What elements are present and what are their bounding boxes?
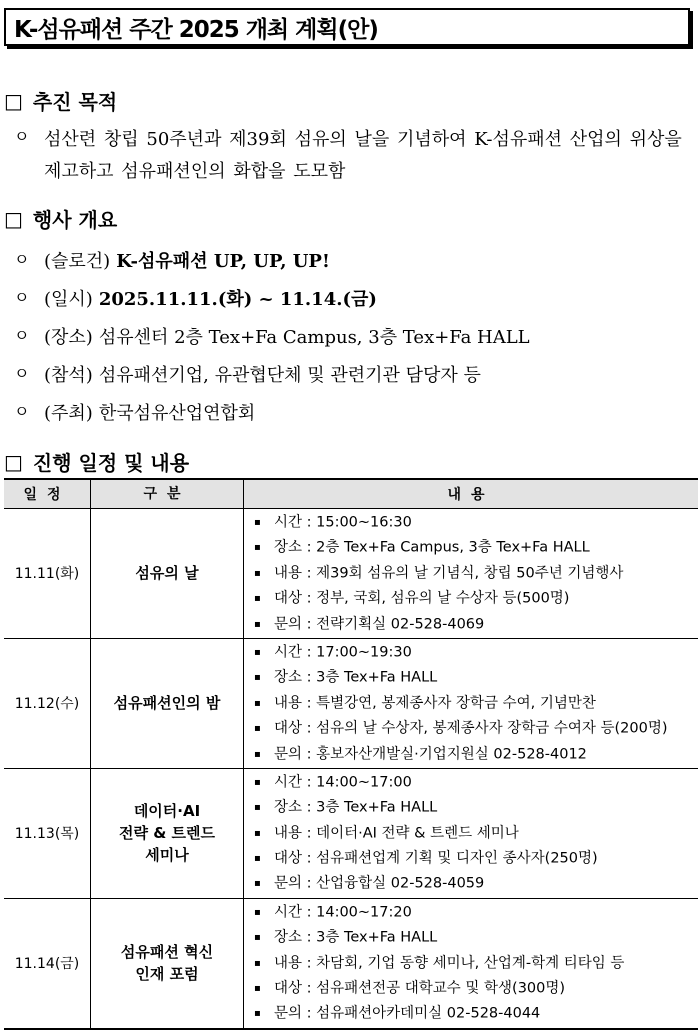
detail-line: [254, 1001, 697, 1026]
square-bullet-icon: ▪: [254, 646, 261, 658]
document-title-box: [4, 8, 690, 46]
section-purpose-heading: [4, 86, 117, 115]
detail-text: 대상 : 섬유패션업계 기획 및 디자인 종사자(250명): [274, 850, 598, 867]
detail-line: [254, 586, 697, 611]
detail-text: 시간 : 14:00~17:20: [274, 904, 412, 921]
overview-item-host: [14, 399, 255, 425]
detail-text: 내용 : 제39회 섬유의 날 기념식, 창립 50주년 기념행사: [274, 565, 624, 582]
header-content: 내용: [244, 479, 699, 509]
event-name-line: 전략 & 트렌드: [119, 824, 215, 843]
square-bullet-icon: □: [4, 88, 23, 113]
detail-line: [254, 561, 697, 586]
overview-value: 섬유패션기업, 유관협단체 및 관련기관 담당자 등: [98, 365, 481, 386]
row-event-name: [91, 768, 244, 898]
detail-text: 대상 : 섬유패션전공 대학교수 및 학생(300명): [274, 980, 566, 997]
overview-value: 섬유센터 2층 Tex+Fa Campus, 3층 Tex+Fa HALL: [98, 327, 530, 348]
header-date: 일정: [4, 479, 91, 509]
overview-value: 한국섬유산업연합회: [98, 403, 256, 424]
row-details: [244, 638, 699, 768]
circle-bullet-icon: ㅇ: [14, 364, 30, 383]
square-bullet-icon: ▪: [254, 517, 261, 528]
header-name: 구분: [91, 479, 244, 509]
detail-line: [254, 846, 697, 871]
square-bullet-icon: ▪: [254, 697, 261, 709]
detail-line: [254, 795, 697, 820]
detail-text: 시간 : 14:00~17:00: [274, 774, 412, 791]
square-bullet-icon: □: [4, 449, 23, 474]
event-name-line: 인재 포럼: [135, 965, 199, 984]
square-bullet-icon: ▪: [254, 853, 261, 865]
square-bullet-icon: ▪: [254, 723, 261, 735]
square-bullet-icon: ▪: [254, 776, 261, 788]
detail-line: [254, 925, 697, 950]
detail-line: [254, 770, 697, 795]
event-name-line: 데이터·AI: [133, 802, 201, 821]
detail-text: 장소 : 3층 Tex+Fa HALL: [274, 670, 438, 687]
square-bullet-icon: ▪: [254, 542, 261, 554]
detail-text: 장소 : 3층 Tex+Fa HALL: [274, 929, 438, 946]
table-row: [4, 898, 698, 1028]
square-bullet-icon: ▪: [254, 567, 261, 579]
circle-bullet-icon: ㅇ: [14, 250, 30, 269]
detail-text: 장소 : 3층 Tex+Fa HALL: [274, 800, 438, 816]
square-bullet-icon: ▪: [254, 1008, 261, 1020]
detail-line: [254, 951, 697, 976]
overview-item-attendees: [14, 361, 481, 387]
section-schedule-heading: [4, 447, 189, 476]
section-overview-heading: [4, 204, 117, 233]
detail-text: 내용 : 차담회, 기업 동향 세미나, 산업계-학계 티타임 등: [274, 955, 625, 972]
overview-value: 2025.11.11.(화) ~ 11.14.(금): [98, 289, 377, 310]
detail-line: [254, 716, 697, 741]
square-bullet-icon: ▪: [254, 618, 261, 630]
overview-value: K-섬유패션 UP, UP, UP!: [116, 251, 330, 272]
event-name-line: 세미나: [145, 846, 189, 865]
circle-bullet-icon: ㅇ: [14, 127, 30, 146]
detail-line: [254, 900, 697, 925]
document-title: K-섬유패션 주간 2025 개최 계획(안): [14, 16, 378, 43]
detail-line: [254, 640, 697, 665]
detail-text: 문의 : 산업융합실 02-528-4059: [274, 876, 485, 893]
row-date: 11.13(목): [4, 768, 91, 898]
event-name-line: 섬유의 날: [135, 564, 199, 583]
row-date: 11.11(화): [4, 509, 91, 639]
square-bullet-icon: ▪: [254, 932, 261, 944]
square-bullet-icon: ▪: [254, 957, 261, 969]
detail-text: 문의 : 섬유패션아카데미실 02-528-4044: [274, 1006, 541, 1023]
table-row: [4, 509, 698, 639]
detail-text: 시간 : 17:00~19:30: [274, 644, 412, 661]
square-bullet-icon: ▪: [254, 827, 261, 839]
overview-item-slogan: [14, 247, 330, 273]
detail-line: [254, 612, 697, 637]
overview-tag: (슬로건): [44, 251, 111, 272]
row-date: 11.14(금): [4, 898, 91, 1028]
purpose-text: 섬산련 창립 50주년과 제39회 섬유의 날을 기념하여 K-섬유패션 산업의 위상을 제고하고 섬유패션인의 화합을 도모함: [44, 129, 682, 182]
detail-text: 내용 : 특별강연, 봉제종사자 장학금 수여, 기념만찬: [274, 695, 596, 712]
overview-item-venue: [14, 323, 530, 349]
row-event-name: [91, 509, 244, 639]
row-details: [244, 768, 699, 898]
section-overview-title: 행사 개요: [32, 208, 118, 232]
detail-line: [254, 691, 697, 716]
table-header-row: [4, 479, 698, 509]
overview-item-date: [14, 285, 377, 311]
row-details: [244, 898, 699, 1028]
square-bullet-icon: ▪: [254, 672, 261, 684]
section-schedule-title: 진행 일정 및 내용: [32, 451, 190, 475]
square-bullet-icon: ▪: [254, 593, 261, 605]
row-event-name: [91, 638, 244, 768]
detail-text: 대상 : 정부, 국회, 섬유의 날 수상자 등(500명): [274, 590, 570, 607]
square-bullet-icon: ▪: [254, 748, 261, 760]
detail-line: [254, 742, 697, 767]
square-bullet-icon: ▪: [254, 983, 261, 995]
overview-tag: (주최): [44, 403, 93, 424]
detail-text: 시간 : 15:00~16:30: [274, 514, 412, 531]
purpose-item: [14, 124, 684, 188]
row-date: 11.12(수): [4, 638, 91, 768]
detail-line: [254, 821, 697, 846]
row-details: [244, 509, 699, 639]
detail-text: 장소 : 2층 Tex+Fa Campus, 3층 Tex+Fa HALL: [274, 540, 590, 557]
event-name-line: 섬유패션 혁신: [120, 943, 214, 962]
event-name-line: 섬유패션인의 밤: [113, 694, 221, 713]
detail-text: 문의 : 홍보자산개발실·기업지원실 02-528-4012: [274, 746, 587, 763]
circle-bullet-icon: ㅇ: [14, 402, 30, 421]
overview-tag: (장소): [44, 327, 93, 348]
section-purpose-title: 추진 목적: [32, 90, 118, 114]
overview-tag: (일시): [44, 289, 93, 310]
detail-line: [254, 871, 697, 896]
detail-line: [254, 510, 697, 535]
table-row: [4, 768, 698, 898]
detail-line: [254, 535, 697, 560]
circle-bullet-icon: ㅇ: [14, 326, 30, 345]
square-bullet-icon: □: [4, 206, 23, 231]
schedule-table: [4, 478, 698, 1030]
square-bullet-icon: ▪: [254, 906, 261, 918]
detail-text: 내용 : 데이터·AI 전략 & 트렌드 세미나: [274, 825, 519, 842]
overview-tag: (참석): [44, 365, 93, 386]
detail-line: [254, 665, 697, 690]
row-event-name: [91, 898, 244, 1028]
square-bullet-icon: ▪: [254, 802, 261, 814]
detail-line: [254, 976, 697, 1001]
detail-text: 대상 : 섬유의 날 수상자, 봉제종사자 장학금 수여자 등(200명): [274, 720, 668, 737]
circle-bullet-icon: ㅇ: [14, 288, 30, 307]
table-row: [4, 638, 698, 768]
detail-text: 문의 : 전략기획실 02-528-4069: [274, 616, 485, 633]
square-bullet-icon: ▪: [254, 878, 261, 890]
